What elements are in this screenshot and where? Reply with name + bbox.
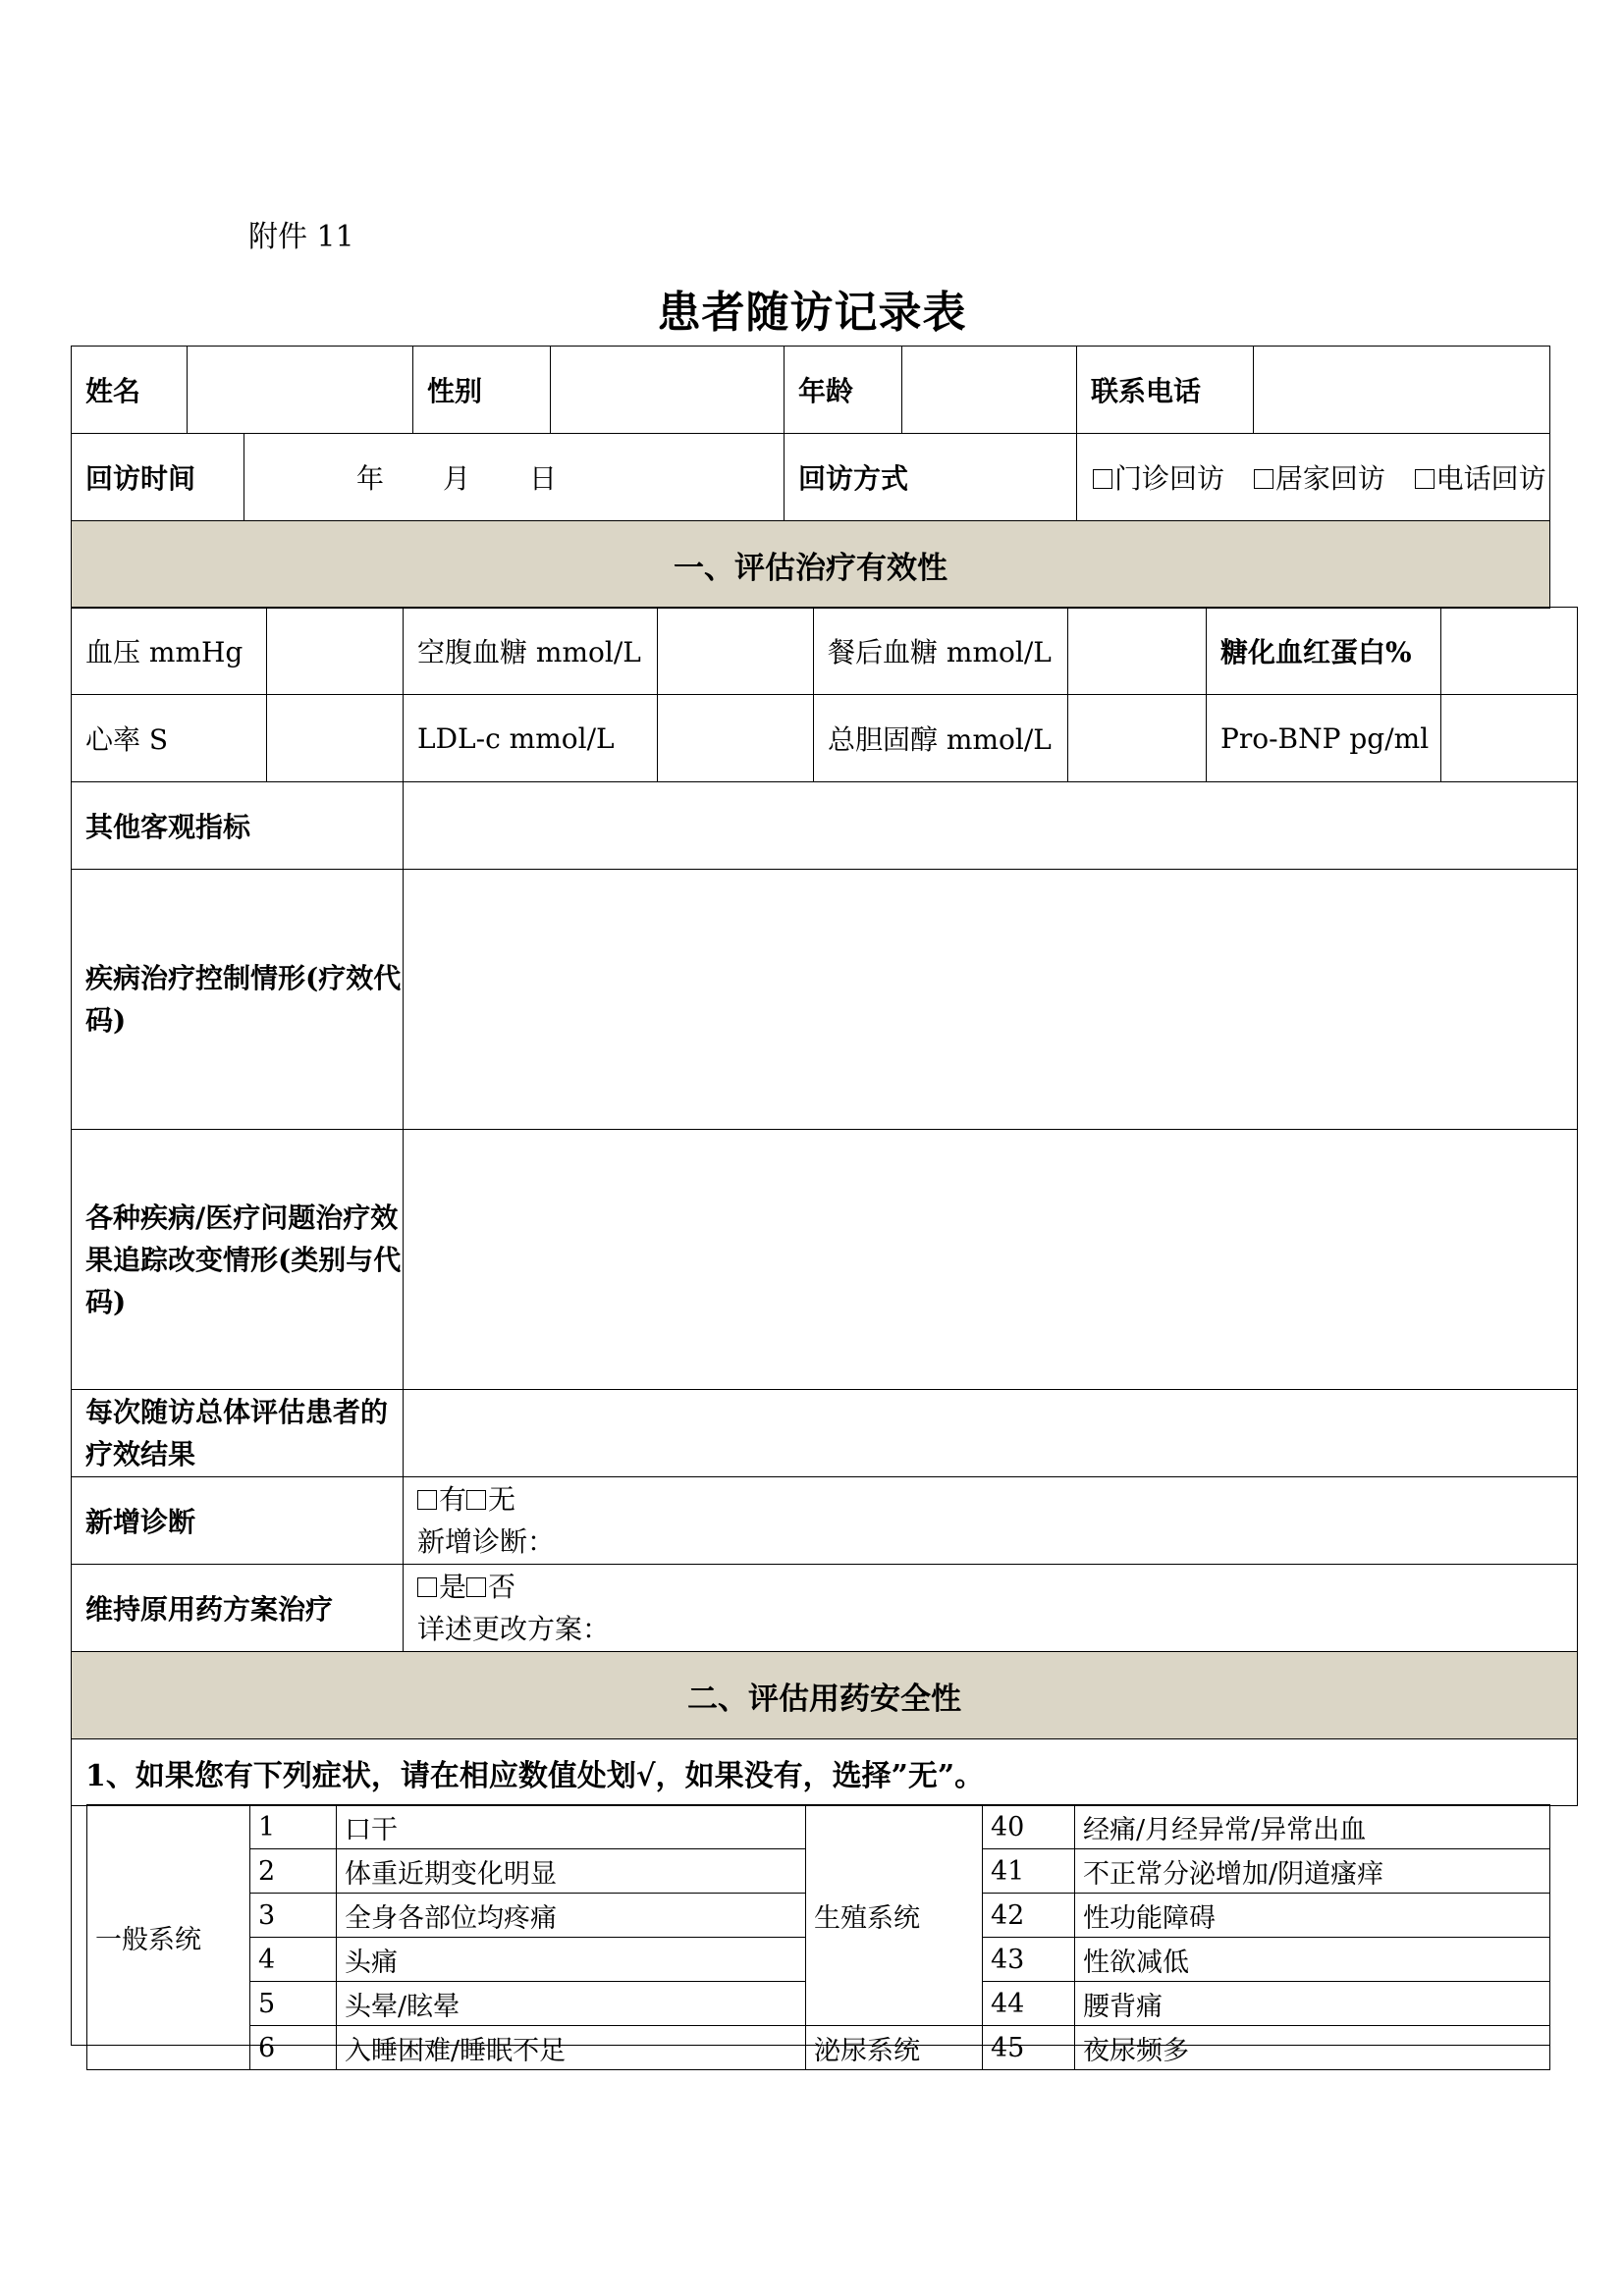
item-number: 6 [250,2026,337,2070]
item-number: 45 [983,2026,1075,2070]
metric-hr-field[interactable] [267,695,404,782]
symptom-item[interactable]: 头晕/眩晕 [337,1982,806,2026]
metric-bnp-field[interactable] [1441,695,1578,782]
item-number: 3 [250,1894,337,1938]
maintain-field [404,1565,1578,1652]
metric-tc-label: 总胆固醇 mmol/L [814,695,1068,782]
metric-ldl-field[interactable] [658,695,814,782]
system-reproductive: 生殖系统 [806,1805,983,2026]
maintain-text: 详述更改方案： [417,1613,611,1645]
item-number: 4 [250,1938,337,1982]
item-number: 2 [250,1849,337,1894]
age-label: 年龄 [785,347,902,434]
symptom-item[interactable]: 经痛/月经异常/异常出血 [1075,1805,1550,1849]
metric-hba1c-field[interactable] [1441,608,1578,695]
name-label: 姓名 [72,347,188,434]
metric-tc-field[interactable] [1068,695,1207,782]
symptom-question: 1、如果您有下列症状，请在相应数值处划√，如果没有，选择”无”。 [72,1739,1578,1806]
date-year: 年 [356,462,385,495]
age-field[interactable] [902,347,1077,434]
symptom-item[interactable]: 头痛 [337,1938,806,1982]
metric-hba1c-label: 糖化血红蛋白% [1207,608,1441,695]
system-urinary: 泌尿系统 [806,2026,983,2070]
control-status-label: 疾病治疗控制情形(疗效代码) [72,870,404,1130]
gender-label: 性别 [413,347,551,434]
attachment-label: 附件 11 [248,220,354,254]
date-month: 月 [443,462,471,495]
method-home-option[interactable]: 居家回访 [1254,462,1385,495]
metric-fbg-field[interactable] [658,608,814,695]
other-indicators-field[interactable] [404,782,1578,870]
item-number: 1 [250,1805,337,1849]
gender-field[interactable] [551,347,785,434]
metric-bnp-label: Pro-BNP pg/ml [1207,695,1441,782]
checkbox[interactable] [1415,469,1435,489]
item-number: 44 [983,1982,1075,2026]
symptom-item[interactable]: 入睡困难/睡眠不足 [337,2026,806,2070]
symptom-item[interactable]: 不正常分泌增加/阴道瘙痒 [1075,1849,1550,1894]
checkbox[interactable] [466,1577,486,1597]
symptom-item[interactable]: 口干 [337,1805,806,1849]
other-indicators-label: 其他客观指标 [72,782,404,870]
checkbox[interactable] [1254,469,1273,489]
new-diagnosis-yes-option[interactable]: 有 [417,1483,466,1516]
item-number: 5 [250,1982,337,2026]
overall-result-label: 每次随访总体评估患者的疗效结果 [72,1390,404,1477]
tracking-label: 各种疾病/医疗问题治疗效果追踪改变情形(类别与代码) [72,1130,404,1390]
metric-fbg-label: 空腹血糖 mmol/L [404,608,658,695]
section-2-header: 二、评估用药安全性 [72,1652,1578,1739]
metric-ldl-label: LDL-c mmol/L [404,695,658,782]
phone-label: 联系电话 [1077,347,1254,434]
effectiveness-table [71,607,1578,1806]
maintain-no-option[interactable]: 否 [466,1571,515,1603]
metric-bp-label: 血压 mmHg [72,608,267,695]
symptom-item[interactable]: 体重近期变化明显 [337,1849,806,1894]
name-field[interactable] [188,347,413,434]
metric-hr-label: 心率 S [72,695,267,782]
visit-method-label: 回访方式 [785,434,1077,521]
visit-method-options [1077,434,1550,521]
checkbox[interactable] [1093,469,1112,489]
maintain-yes-option[interactable]: 是 [417,1571,466,1603]
system-general: 一般系统 [87,1805,250,2070]
metric-ppg-field[interactable] [1068,608,1207,695]
symptom-item[interactable]: 夜尿频多 [1075,2026,1550,2070]
date-day: 日 [529,462,558,495]
new-diagnosis-no-option[interactable]: 无 [466,1483,515,1516]
visit-time-label: 回访时间 [72,434,244,521]
checkbox[interactable] [417,1490,437,1510]
metric-ppg-label: 餐后血糖 mmol/L [814,608,1068,695]
maintain-label: 维持原用药方案治疗 [72,1565,404,1652]
phone-field[interactable] [1254,347,1550,434]
overall-result-field[interactable] [404,1390,1578,1477]
form-title: 患者随访记录表 [657,288,967,338]
checkbox[interactable] [466,1490,486,1510]
section-1-header: 一、评估治疗有效性 [72,521,1550,609]
checkbox[interactable] [417,1577,437,1597]
symptom-item[interactable]: 性功能障碍 [1075,1894,1550,1938]
patient-info-table [71,346,1550,609]
tracking-field[interactable] [404,1130,1578,1390]
item-number: 42 [983,1894,1075,1938]
symptom-table [86,1804,1550,2070]
metric-bp-field[interactable] [267,608,404,695]
item-number: 40 [983,1805,1075,1849]
new-diagnosis-label: 新增诊断 [72,1477,404,1565]
new-diagnosis-text: 新增诊断： [417,1525,556,1558]
item-number: 41 [983,1849,1075,1894]
symptom-item[interactable]: 性欲减低 [1075,1938,1550,1982]
symptom-item[interactable]: 腰背痛 [1075,1982,1550,2026]
method-phone-option[interactable]: 电话回访 [1415,462,1546,495]
control-status-field[interactable] [404,870,1578,1130]
new-diagnosis-field [404,1477,1578,1565]
symptom-item[interactable]: 全身各部位均疼痛 [337,1894,806,1938]
item-number: 43 [983,1938,1075,1982]
visit-date-field[interactable] [244,434,785,521]
method-clinic-option[interactable]: 门诊回访 [1093,462,1224,495]
